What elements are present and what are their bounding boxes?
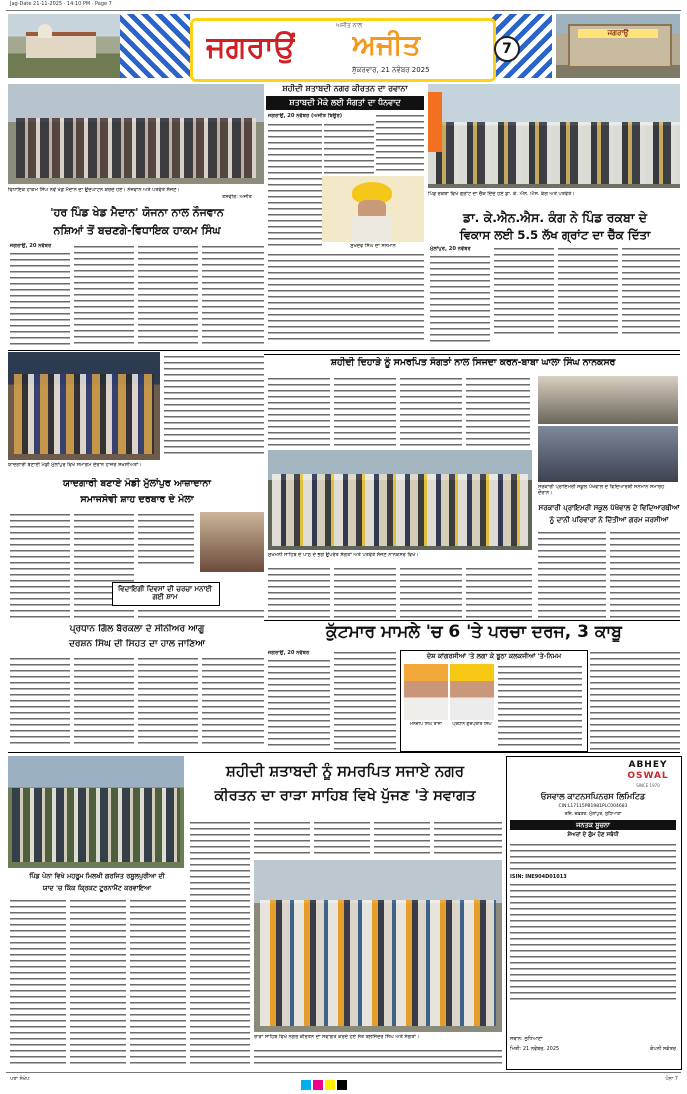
khed-maidan-headline-line2: ਨਸ਼ਿਆਂ ਤੋਂ ਬਚਣਗੇ-ਵਿਧਾਇਕ ਹਾਕਮ ਸਿੰਘ	[53, 224, 221, 237]
ad-isin: ISIN: INE904D01013	[510, 874, 567, 880]
dihare-headline: ਸ਼ਹੀਦੀ ਦਿਹਾੜੇ ਨੂੰ ਸਮਰਪਿਤ ਸੰਗਤਾਂ ਨਾਲ ਸਿਜਦਾ ਕਰਨ-ਬਾਬਾ ਘਾਲਾ ਸਿੰਘ ਨਾਨਕਸਰ	[330, 357, 616, 368]
school-headline-line1: ਸਰਕਾਰੀ ਪ੍ਰਾਇਮਰੀ ਸਕੂਲ ਪੱਖੋਵਾਲ ਦੇ ਵਿਦਿਆਰਥੀਆਂ	[538, 504, 680, 512]
yadgari-photo	[8, 352, 160, 460]
page-number-badge	[494, 36, 520, 62]
divider-1	[8, 350, 680, 351]
dihare-photo-caption: ਸੁਖਮਨੀ ਸਾਹਿਬ ਦੇ ਪਾਠ ਦੇ ਭੋਗ ਉਪਰੰਤ ਸੰਗਤਾਂ ਅਤੇ ਪਤਵੰਤੇ ਸੱਜਣ ਨਾਨਕਸਰ ਵਿਖੇ।	[268, 552, 419, 558]
ad-date: ਮਿਤੀ: 21 ਨਵੰਬਰ, 2025	[510, 1046, 560, 1052]
dihare-text-col5	[334, 566, 396, 618]
kuttmaar-text-col2	[334, 650, 396, 750]
top-left-caption: ਵਿਧਾਇਕ ਹਾਕਮ ਸਿੰਘ ਨਵੇਂ ਖੇਡ ਮੈਦਾਨ ਦਾ ਉਦਘਾਟਨ ਕਰਦੇ ਹੋਏ। ਨੌਜਵਾਨ ਅਤੇ ਪਤਵੰਤੇ ਸੱਜਣ।	[8, 187, 180, 193]
bottom-text-col5	[434, 820, 502, 858]
ad-brand-line2: OSWAL	[627, 771, 669, 781]
ad-notice-sub: ਸ਼ੇਅਰਾਂ ਦੇ ਗੁੰਮ ਹੋਣ ਸਬੰਧੀ	[567, 832, 619, 838]
rakba-headline-line2: ਵਿਕਾਸ ਲਈ 5.5 ਲੱਖ ਗ੍ਰਾਂਟ ਦਾ ਚੈੱਕ ਦਿੱਤਾ	[459, 228, 651, 242]
footer-swatches	[300, 1075, 348, 1094]
ad-text-a	[510, 842, 676, 872]
khed-maidan-byline: ਜਗਰਾਉਂ, 20 ਨਵੰਬਰ	[10, 243, 52, 249]
bottom-text-col4	[374, 820, 430, 858]
ad-signatory: ਕੰਪਨੀ ਸਕੱਤਰ	[650, 1046, 676, 1052]
vidaigi-headline: ਵਿਦਾਇਗੀ ਦਿਵਸਾਂ ਦੀ ਚਰਚਾ ਮਨਾਈ ਗਈ ਸ਼ਾਮ	[118, 585, 212, 601]
ad-notice-title: ਜਨਤਕ ਸੂਚਨਾ	[576, 821, 610, 829]
top-center-text-col2	[324, 122, 374, 174]
rakba-text-col1	[430, 254, 490, 346]
congress-text	[498, 664, 582, 746]
dihare-text-col1	[268, 376, 330, 456]
bottom-photo-caption: ਰਾੜਾ ਸਾਹਿਬ ਵਿਖੇ ਨਗਰ ਕੀਰਤਨ ਦਾ ਸਵਾਗਤ ਕਰਦੇ ਹੋਏ ਸੰਤ ਬਲਜਿੰਦਰ ਸਿੰਘ ਅਤੇ ਸੰਗਤਾਂ।	[254, 1034, 420, 1040]
masthead-right-photo	[556, 14, 680, 78]
school-photo-1	[538, 376, 678, 424]
top-left-photo	[8, 84, 264, 184]
masthead-paper-name: ਅਜੀਤ	[352, 28, 421, 61]
khed-maidan-text-col4	[202, 244, 264, 347]
masthead-tagline: ਅਜੀਤ ਨਾਲ	[336, 22, 363, 29]
crop-rule-top	[6, 10, 681, 11]
vidaigi-text	[138, 608, 264, 620]
bottom-text-col3	[314, 820, 370, 858]
top-center-portrait	[322, 176, 424, 242]
ad-address: ਰਜਿ. ਦਫ਼ਤਰ: ਮੁੱਲਾਂਪੁਰ, ਲੁਧਿਆਣਾ	[564, 812, 622, 817]
left-mid-text-a	[164, 354, 264, 458]
khed-maidan-headline-line1: 'ਹਰ ਪਿੰਡ ਖੇਡ ਮੈਦਾਨ' ਯੋਜਨਾ ਨਾਲ ਨੌਜਵਾਨ	[50, 206, 224, 219]
principal-text-col4	[202, 656, 264, 748]
footer-left: ਪਤਾ ਸੰਖੇਪ	[10, 1076, 30, 1082]
masthead-pattern-left	[120, 14, 190, 78]
congress-photo1-caption: ਮਨਦੀਪ ਸਿੰਘ ਰਾਜਾ	[410, 722, 442, 727]
cricket-text-col2	[70, 898, 126, 1068]
bottom-main-photo	[254, 860, 502, 1032]
congress-headline: ਦੇਸ਼ ਕਾਂਗਰਸੀਆਂ 'ਤੇ ਲਗਾ ਕੇ ਝੂਠਾ ਕਲਕਜੀਆਂ 'ਤੇ-ਨਿਮਮ	[426, 652, 562, 660]
masthead-left-photo	[8, 14, 120, 78]
rakba-text-col4	[622, 246, 680, 336]
ad-text-b	[510, 882, 676, 1002]
school-photo-2	[538, 426, 678, 482]
kuttmaar-top-rule	[264, 620, 680, 621]
top-right-photo	[428, 84, 680, 188]
principal-headline-line1: ਪ੍ਰਧਾਨ ਗਿੱਲ ਬੈਰਕਲਾ ਦੇ ਸੀਨੀਅਰ ਆਗੂ	[69, 624, 205, 634]
dihare-text-col3	[400, 376, 462, 446]
masthead-place-title: ਜਗਰਾਉਂ	[206, 30, 296, 65]
congress-photo-2	[450, 664, 494, 720]
school-headline-line2: ਨੂੰ ਦਾਨੀ ਪਰਿਵਾਰਾਂ ਨੇ ਦਿੱਤੀਆਂ ਗਰਮ ਜਰਸੀਆਂ	[549, 516, 669, 524]
ad-brand-line1: ABHEY	[628, 760, 668, 770]
kuttmaar-text-col3	[590, 650, 680, 750]
school-photo-caption: ਸਰਕਾਰੀ ਪ੍ਰਾਇਮਰੀ ਸਕੂਲ ਪੱਖੋਵਾਲ ਦੇ ਵਿਦਿਆਰਥੀ ਸਨਮਾਨ ਸਮਾਰੋਹ ਦੌਰਾਨ।	[538, 484, 665, 496]
yadgari-text-col3	[138, 512, 194, 566]
yadgari-headline-line1: ਯਾਦਗਾਰੀ ਬਣਾਏ ਮੰਡੀ ਮੁੱਲਾਂਪੁਰ ਆਜ਼ਾਦਾਨਾ	[62, 478, 211, 489]
school-text-col2	[610, 530, 680, 618]
masthead-date: ਸ਼ੁੱਕਰਵਾਰ, 21 ਨਵੰਬਰ 2025	[352, 66, 430, 74]
bottom-text-col6	[254, 1048, 502, 1068]
school-text-col1	[538, 530, 606, 618]
page-number: 7	[502, 41, 512, 57]
cricket-headline-line1: ਪਿੰਡ ਪੋਨਾ ਵਿਖੇ ਮਹਰੂਮ ਮਿਲਖੀ ਗਰਜਿਤ ਰਸੂਲਪੁਰੀਆ ਦੀ	[29, 872, 165, 880]
bottom-headline-line1: ਸ਼ਹੀਦੀ ਸ਼ਤਾਬਦੀ ਨੂੰ ਸਮਰਪਿਤ ਸਜਾਏ ਨਗਰ	[225, 762, 465, 780]
rakba-text-col2	[494, 246, 554, 336]
footer-rule	[6, 1072, 681, 1073]
kuttmaar-headline: ਕੁੱਟਮਾਰ ਮਾਮਲੇ 'ਚ 6 'ਤੇ ਪਰਚਾ ਦਰਜ, 3 ਕਾਬੂ	[326, 622, 622, 642]
top-left-credit: ਤਸਵੀਰ: ਅਜੀਤ	[222, 194, 252, 200]
rakba-byline: ਮੁੱਲਾਂਪੁਰ, 20 ਨਵੰਬਰ	[430, 246, 471, 252]
ad-brand-tag: SINCE 1970	[636, 783, 660, 788]
rakba-text-col3	[558, 246, 618, 336]
congress-photo2-caption: ਪ੍ਰਧਾਨ ਗੁਰਪ੍ਰੀਤ ਸਿੰਘ	[452, 722, 492, 727]
cricket-text-col1	[10, 898, 66, 1068]
top-center-text-col3	[376, 113, 424, 173]
cricket-text-col3	[130, 898, 186, 1068]
top-center-text-col4	[268, 252, 424, 342]
dihare-text-col7	[466, 376, 530, 446]
ad-company: ਓਸਵਾਲ ਕਾਟਨਸਪਿਨਰਸ ਲਿਮਿਟਿਡ	[540, 792, 646, 801]
footer-right: ਪੰਨਾ 7	[665, 1076, 678, 1082]
ad-cin: CIN:L17115PB1981PLC004683	[558, 804, 628, 809]
kuttmaar-text-col1	[268, 658, 330, 750]
dihare-text-col2	[334, 376, 396, 446]
dihare-text-col4	[268, 566, 330, 618]
congress-photo-1	[404, 664, 448, 720]
top-center-headline: ਸ਼ਤਾਬਦੀ ਮੌਕੇ ਲਈ ਸੰਗਤਾਂ ਦਾ ਧੰਨਵਾਦ	[289, 98, 401, 107]
print-meta: Jag-Date 21-11-2025 · 14:10 PM · Page 7	[10, 1, 112, 7]
top-center-photo-caption: ਸੁਖਦੇਵ ਸਿੰਘ ਦਾ ਸਨਮਾਨ	[350, 243, 396, 249]
gate-sign: ਜਗਰਾਉਂ	[578, 29, 658, 38]
principal-headline-line2: ਦਰਸ਼ਨ ਸਿੰਘ ਦੀ ਸਿਹਤ ਦਾ ਹਾਲ ਜਾਣਿਆ	[68, 639, 206, 649]
vidaigi-photo	[200, 512, 264, 572]
bottom-headline-line2: ਕੀਰਤਨ ਦਾ ਰਾੜਾ ਸਾਹਿਬ ਵਿਖੇ ਪੁੱਜਣ 'ਤੇ ਸਵਾਗਤ	[214, 788, 476, 804]
principal-text-col3	[138, 656, 198, 748]
top-center-byline: ਜਗਰਾਉਂ, 20 ਨਵੰਬਰ (ਅਜੀਤ ਬਿਊਰੋ)	[268, 113, 343, 119]
yadgari-photo-caption: ਯਾਦਗਾਰੀ ਬਣਾਈ ਮੰਡੀ ਮੁੱਲਾਂਪੁਰ ਵਿਖੇ ਸਮਾਗਮ ਦੌਰਾਨ ਹਾਜ਼ਰ ਸ਼ਖ਼ਸੀਅਤਾਂ।	[8, 462, 142, 468]
bottom-text-col2	[254, 820, 310, 858]
rakba-headline-line1: ਡਾ. ਕੇ.ਐਨ.ਐਸ. ਕੰਗ ਨੇ ਪਿੰਡ ਰਕਬਾ ਦੇ	[462, 210, 648, 225]
dihare-text-col8	[466, 566, 532, 618]
kuttmaar-byline: ਜਗਰਾਉਂ, 20 ਨਵੰਬਰ	[268, 650, 310, 656]
top-center-text-col1	[268, 122, 322, 250]
khed-maidan-text-col2	[74, 244, 134, 347]
khed-maidan-text-col1	[10, 251, 70, 347]
principal-text-col2	[74, 656, 134, 748]
cricket-headline-line2: ਯਾਦ 'ਚ ਕਿੱਕ ਕ੍ਰਿਕਟ ਟੂਰਨਾਮੈਂਟ ਕਰਵਾਇਆ	[42, 884, 152, 892]
bottom-top-rule	[8, 752, 680, 753]
yadgari-text-col1	[10, 512, 70, 620]
dihare-text-col6	[400, 566, 462, 618]
yadgari-headline-line2: ਸਮਾਜਸੇਵੀ ਸ਼ਾਹ ਦਰਬਾਰ ਦੇ ਮੇਲਾ	[80, 494, 194, 505]
principal-text-col1	[10, 656, 70, 748]
top-center-kicker: ਸ਼ਹੀਦੀ ਸ਼ਤਾਬਦੀ ਨਗਰ ਕੀਰਤਨ ਦਾ ਰਵਾਨਾ	[282, 84, 408, 93]
dihare-main-photo	[268, 450, 532, 550]
top-right-caption: ਪਿੰਡ ਰਕਬਾ ਵਿਖੇ ਗ੍ਰਾਂਟ ਦਾ ਚੈੱਕ ਦਿੰਦੇ ਹੋਏ ਡਾ. ਕੇ. ਐਨ. ਐਸ. ਕੰਗ ਅਤੇ ਪਤਵੰਤੇ।	[428, 191, 575, 197]
ad-place: ਸਥਾਨ: ਲੁਧਿਆਣਾ	[510, 1036, 543, 1042]
cricket-photo	[8, 756, 184, 868]
bottom-text-col1	[190, 820, 250, 1066]
dihare-top-rule	[264, 354, 680, 355]
khed-maidan-text-col3	[138, 244, 198, 347]
